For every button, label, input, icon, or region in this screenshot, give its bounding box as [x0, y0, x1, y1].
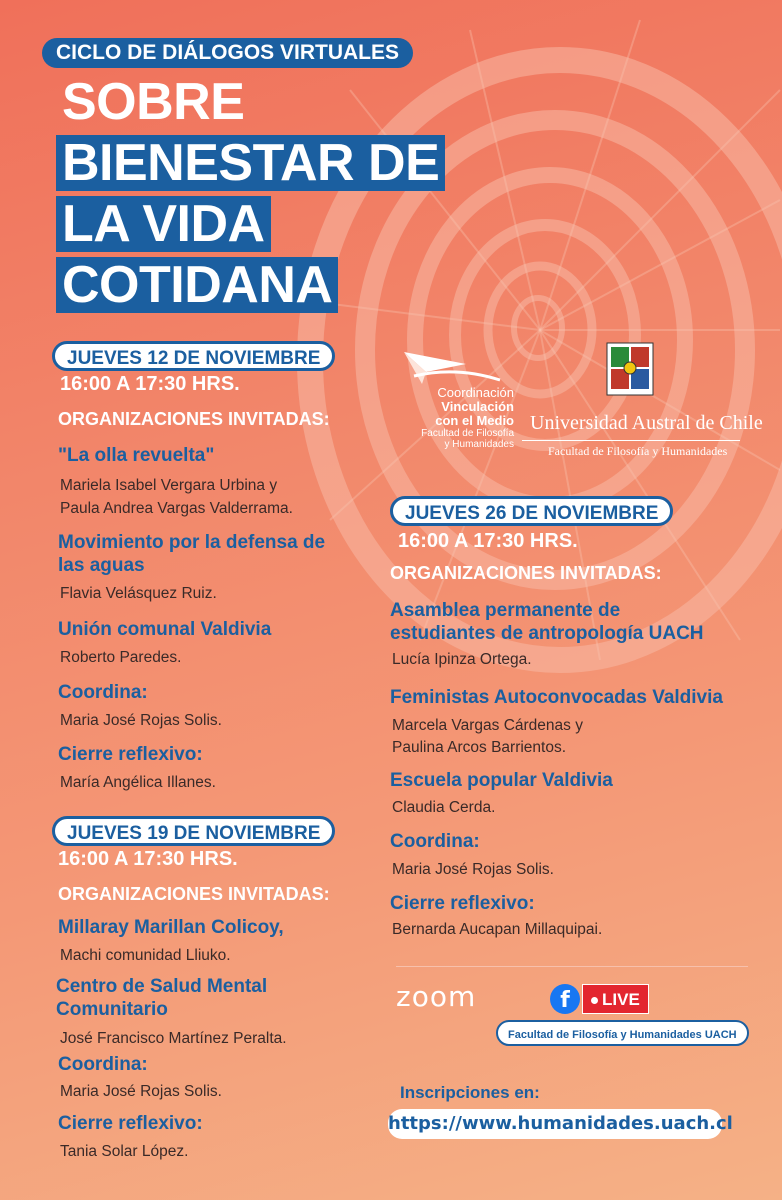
- session1-org1-people-1: Mariela Isabel Vergara Urbina y: [60, 477, 278, 494]
- session1-org2-people: Flavia Velásquez Ruiz.: [60, 585, 217, 602]
- session3-org2-name: Feministas Autoconvocadas Valdivia: [390, 687, 723, 708]
- session1-coord-name: Maria José Rojas Solis.: [60, 712, 222, 729]
- session2-orgs-label: ORGANIZACIONES INVITADAS:: [58, 884, 330, 904]
- session2-org2-name-1: Centro de Salud Mental: [56, 976, 268, 997]
- title-line-3: LA VIDA: [56, 196, 271, 252]
- session2-org2-people: José Francisco Martínez Peralta.: [60, 1030, 287, 1047]
- session2-closing-label: Cierre reflexivo:: [58, 1113, 203, 1134]
- coord-line-4: Facultad de Filosofía: [421, 428, 514, 439]
- session2-coord-name: Maria José Rojas Solis.: [60, 1083, 222, 1100]
- session2-coord-label: Coordina:: [58, 1054, 148, 1075]
- session1-orgs-label: ORGANIZACIONES INVITADAS:: [58, 409, 330, 429]
- session1-time: 16:00 A 17:30 HRS.: [60, 373, 240, 395]
- coord-line-1: Coordinación: [437, 385, 514, 400]
- session3-date: JUEVES 26 DE NOVIEMBRE: [390, 496, 673, 526]
- title-line-1: SOBRE: [62, 73, 245, 131]
- uach-faculty: Facultad de Filosofía y Humanidades: [548, 444, 728, 458]
- live-text: LIVE: [602, 990, 640, 1009]
- session3-closing-name: Bernarda Aucapan Millaquipai.: [392, 921, 603, 938]
- session3-org1-people: Lucía Ipinza Ortega.: [392, 651, 532, 668]
- session3-time: 16:00 A 17:30 HRS.: [398, 530, 578, 552]
- coord-line-2: Vinculación: [441, 399, 514, 414]
- session3-org2-people-2: Paulina Arcos Barrientos.: [392, 739, 567, 756]
- paper-plane-icon: [396, 346, 506, 386]
- session1-org2-name-2: las aguas: [58, 555, 145, 576]
- session1-org1-people-2: Paula Andrea Vargas Valderrama.: [60, 500, 293, 517]
- session2-org1-people: Machi comunidad Lliuko.: [60, 947, 231, 964]
- session3-coord-label: Coordina:: [390, 831, 480, 852]
- facebook-page-link[interactable]: Facultad de Filosofía y Humanidades UACH: [496, 1020, 749, 1046]
- session2-closing-name: Tania Solar López.: [60, 1143, 189, 1160]
- session3-org3-people: Claudia Cerda.: [392, 799, 496, 816]
- uach-divider: [522, 440, 740, 441]
- session2-time: 16:00 A 17:30 HRS.: [58, 848, 238, 870]
- session1-org3-people: Roberto Paredes.: [60, 649, 182, 666]
- uach-name: Universidad Austral de Chile: [530, 412, 763, 434]
- session3-closing-label: Cierre reflexivo:: [390, 893, 535, 914]
- session1-closing-name: María Angélica Illanes.: [60, 774, 216, 791]
- session3-coord-name: Maria José Rojas Solis.: [392, 861, 554, 878]
- session3-org1-name-2: estudiantes de antropología UACH: [390, 623, 704, 644]
- session3-org2-people-1: Marcela Vargas Cárdenas y: [392, 717, 583, 734]
- session1-closing-label: Cierre reflexivo:: [58, 744, 203, 765]
- session3-org3-name: Escuela popular Valdivia: [390, 770, 613, 791]
- live-badge: [582, 984, 649, 1014]
- session1-coord-label: Coordina:: [58, 682, 148, 703]
- registration-url-link[interactable]: https://www.humanidades.uach.cl: [388, 1109, 722, 1139]
- zoom-logo: zoom: [396, 980, 477, 1013]
- session1-org3-name: Unión comunal Valdivia: [58, 619, 272, 640]
- title-line-4: COTIDANA: [56, 257, 338, 313]
- session3-org1-name-1: Asamblea permanente de: [390, 600, 621, 621]
- session3-orgs-label: ORGANIZACIONES INVITADAS:: [390, 563, 662, 583]
- coord-line-3: con el Medio: [435, 413, 514, 428]
- series-label: CICLO DE DIÁLOGOS VIRTUALES: [42, 38, 413, 68]
- session2-org1-name: Millaray Marillan Colicoy,: [58, 917, 284, 938]
- uach-seal-icon: [606, 342, 654, 396]
- session2-date: JUEVES 19 DE NOVIEMBRE: [52, 816, 335, 846]
- divider: [396, 966, 748, 967]
- title-line-2: BIENESTAR DE: [56, 135, 445, 191]
- session1-org2-name-1: Movimiento por la defensa de: [58, 532, 326, 553]
- session2-org2-name-2: Comunitario: [56, 999, 168, 1020]
- facebook-icon: f: [550, 984, 580, 1014]
- live-dot-icon: [591, 997, 598, 1004]
- registration-label: Inscripciones en:: [400, 1083, 540, 1102]
- coord-line-5: y Humanidades: [444, 439, 514, 450]
- coordinacion-logo: [396, 346, 526, 450]
- session1-org1-name: "La olla revuelta": [58, 445, 215, 466]
- session1-date: JUEVES 12 DE NOVIEMBRE: [52, 341, 335, 371]
